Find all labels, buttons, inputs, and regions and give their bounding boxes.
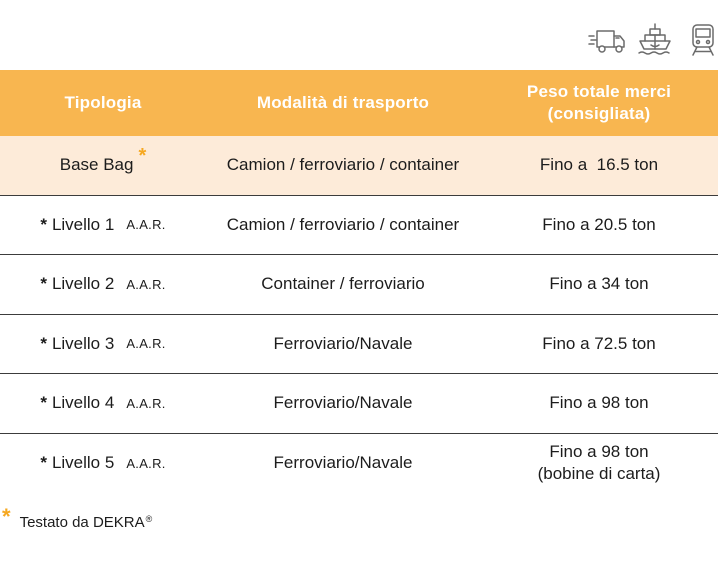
modalita-cell: Container / ferroviario [261, 274, 425, 294]
table-row [0, 315, 718, 375]
modalita-cell: Ferroviario/Navale [273, 453, 413, 473]
dekra-note-marker: * [138, 144, 147, 167]
tipologia-cell [0, 196, 206, 255]
truck-icon [588, 28, 626, 54]
tipologia-prefix: * [40, 214, 47, 234]
table-row [0, 374, 718, 434]
tipologia-label: Livello 5 [51, 453, 115, 473]
transport-table [0, 70, 718, 493]
header-peso-line1: Peso totale merci [526, 82, 672, 101]
aar-badge: A.A.R. [126, 455, 166, 471]
aar-badge: A.A.R. [126, 217, 166, 233]
aar-badge: A.A.R. [126, 336, 166, 352]
table-header [0, 70, 718, 136]
peso-cell: Fino a 34 ton [549, 274, 649, 294]
tipologia-prefix: * [40, 393, 47, 413]
tipologia-label: Livello 3 [51, 333, 115, 353]
tipologia-cell [0, 434, 206, 494]
tipologia-prefix: * [40, 333, 47, 353]
aar-badge: A.A.R. [126, 395, 166, 411]
modalita-cell: Camion / ferroviario / container [226, 155, 460, 175]
header-peso-line2: (consigliata) [547, 104, 651, 123]
peso-value: Fino a 98 ton [549, 442, 649, 462]
ship-icon [637, 23, 673, 57]
train-icon [690, 24, 716, 56]
header-peso [480, 70, 718, 136]
header-modalita: Modalità di trasporto [256, 93, 430, 112]
tipologia-label: Livello 1 [51, 214, 115, 234]
tipologia-cell [0, 255, 206, 314]
tipologia-prefix: * [40, 453, 47, 473]
modalita-cell: Ferroviario/Navale [273, 393, 413, 413]
tipologia-label: Livello 4 [51, 393, 115, 413]
registered-mark: ® [145, 514, 153, 524]
modalita-cell: Ferroviario/Navale [273, 333, 413, 353]
tipologia-label: Livello 2 [51, 274, 115, 294]
footnote-text: Testato da DEKRA [19, 514, 145, 531]
peso-cell: Fino a 16.5 ton [539, 155, 659, 175]
header-tipologia: Tipologia [64, 93, 142, 112]
peso-cell [480, 434, 718, 494]
peso-cell: Fino a 20.5 ton [542, 214, 656, 234]
table-row [0, 434, 718, 494]
tipologia-label: Base Bag [59, 155, 134, 175]
peso-cell: Fino a 98 ton [549, 393, 649, 413]
table-row [0, 255, 718, 315]
tipologia-prefix: * [40, 274, 47, 294]
peso-detail: (bobine di carta) [537, 464, 661, 484]
table-row [0, 136, 718, 196]
table-row [0, 196, 718, 256]
tipologia-cell [0, 136, 206, 195]
peso-cell: Fino a 72.5 ton [542, 333, 656, 353]
tipologia-cell [0, 315, 206, 374]
footnote-marker: * [2, 504, 11, 529]
modalita-cell: Camion / ferroviario / container [226, 214, 460, 234]
footnote [2, 504, 153, 533]
tipologia-cell [0, 374, 206, 433]
aar-badge: A.A.R. [126, 276, 166, 292]
